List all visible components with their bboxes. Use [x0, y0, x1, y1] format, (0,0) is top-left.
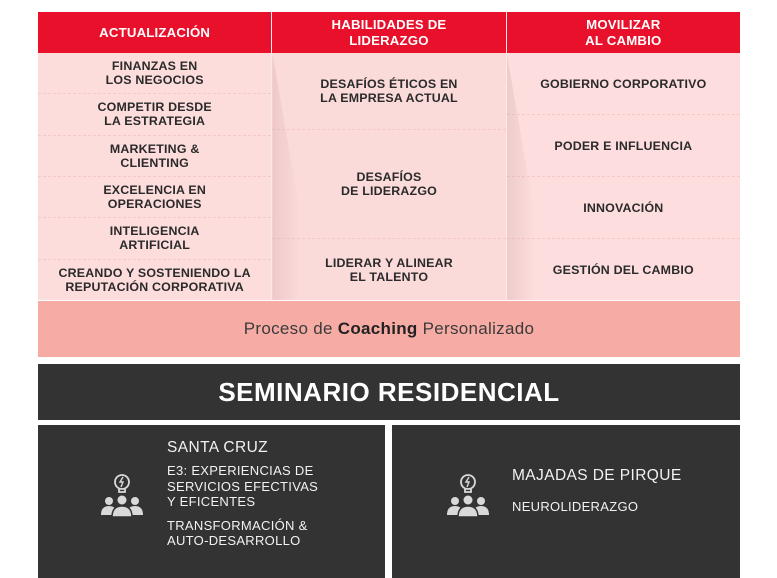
location-card-majadas-de-pirque	[392, 425, 740, 578]
course-item: DESAFÍOS DE LIDERAZGO	[272, 130, 505, 239]
course-item: EXCELENCIA EN OPERACIONES	[38, 177, 271, 218]
course-item: LIDERAR Y ALINEAR EL TALENTO	[325, 255, 453, 284]
coaching-banner	[38, 301, 740, 357]
program-item: E3: EXPERIENCIAS DE SERVICIOS EFECTIVAS Y EFICENTES	[167, 463, 319, 509]
location-text	[512, 467, 732, 515]
course-item: INTELIGENCIA ARTIFICIAL	[38, 218, 271, 259]
team-idea-icon	[98, 471, 146, 521]
coaching-bold: Coaching	[337, 319, 418, 338]
course-item: COMPETIR DESDE LA ESTRATEGIA	[38, 94, 271, 135]
column-habilidades	[271, 12, 505, 300]
course-item: MARKETING & CLIENTING	[38, 136, 271, 177]
column-body	[507, 53, 740, 300]
column-header: HABILIDADES DE LIDERAZGO	[272, 12, 505, 53]
program-item: NEUROLIDERAZGO	[512, 499, 639, 514]
location-name: SANTA CRUZ	[167, 439, 269, 456]
column-movilizar	[506, 12, 740, 300]
location-text	[167, 439, 377, 549]
course-item: INNOVACIÓN	[507, 177, 740, 239]
program-item: TRANSFORMACIÓN & AUTO-DESARROLLO	[167, 517, 308, 548]
course-item: CREANDO Y SOSTENIENDO LA REPUTACIÓN CORPORATIVA	[58, 265, 251, 294]
coaching-prefix: Proceso de	[243, 319, 333, 338]
column-actualizacion	[38, 12, 271, 300]
course-item: DESAFÍOS ÉTICOS EN LA EMPRESA ACTUAL	[272, 53, 505, 130]
course-item: FINANZAS EN LOS NEGOCIOS	[38, 53, 271, 94]
location-name: MAJADAS DE PIRQUE	[512, 467, 682, 484]
course-item: GOBIERNO CORPORATIVO	[507, 53, 740, 115]
course-item: GESTIÓN DEL CAMBIO	[552, 262, 694, 277]
seminar-title: SEMINARIO RESIDENCIAL	[38, 364, 740, 420]
column-body	[272, 53, 505, 300]
program-grid	[38, 12, 740, 300]
column-body	[38, 53, 271, 300]
location-card-santa-cruz	[38, 425, 385, 578]
column-header: ACTUALIZACIÓN	[38, 12, 271, 53]
course-item: PODER E INFLUENCIA	[507, 115, 740, 177]
column-header: MOVILIZAR AL CAMBIO	[507, 12, 740, 53]
coaching-suffix: Personalizado	[422, 319, 535, 338]
team-idea-icon	[444, 471, 492, 521]
